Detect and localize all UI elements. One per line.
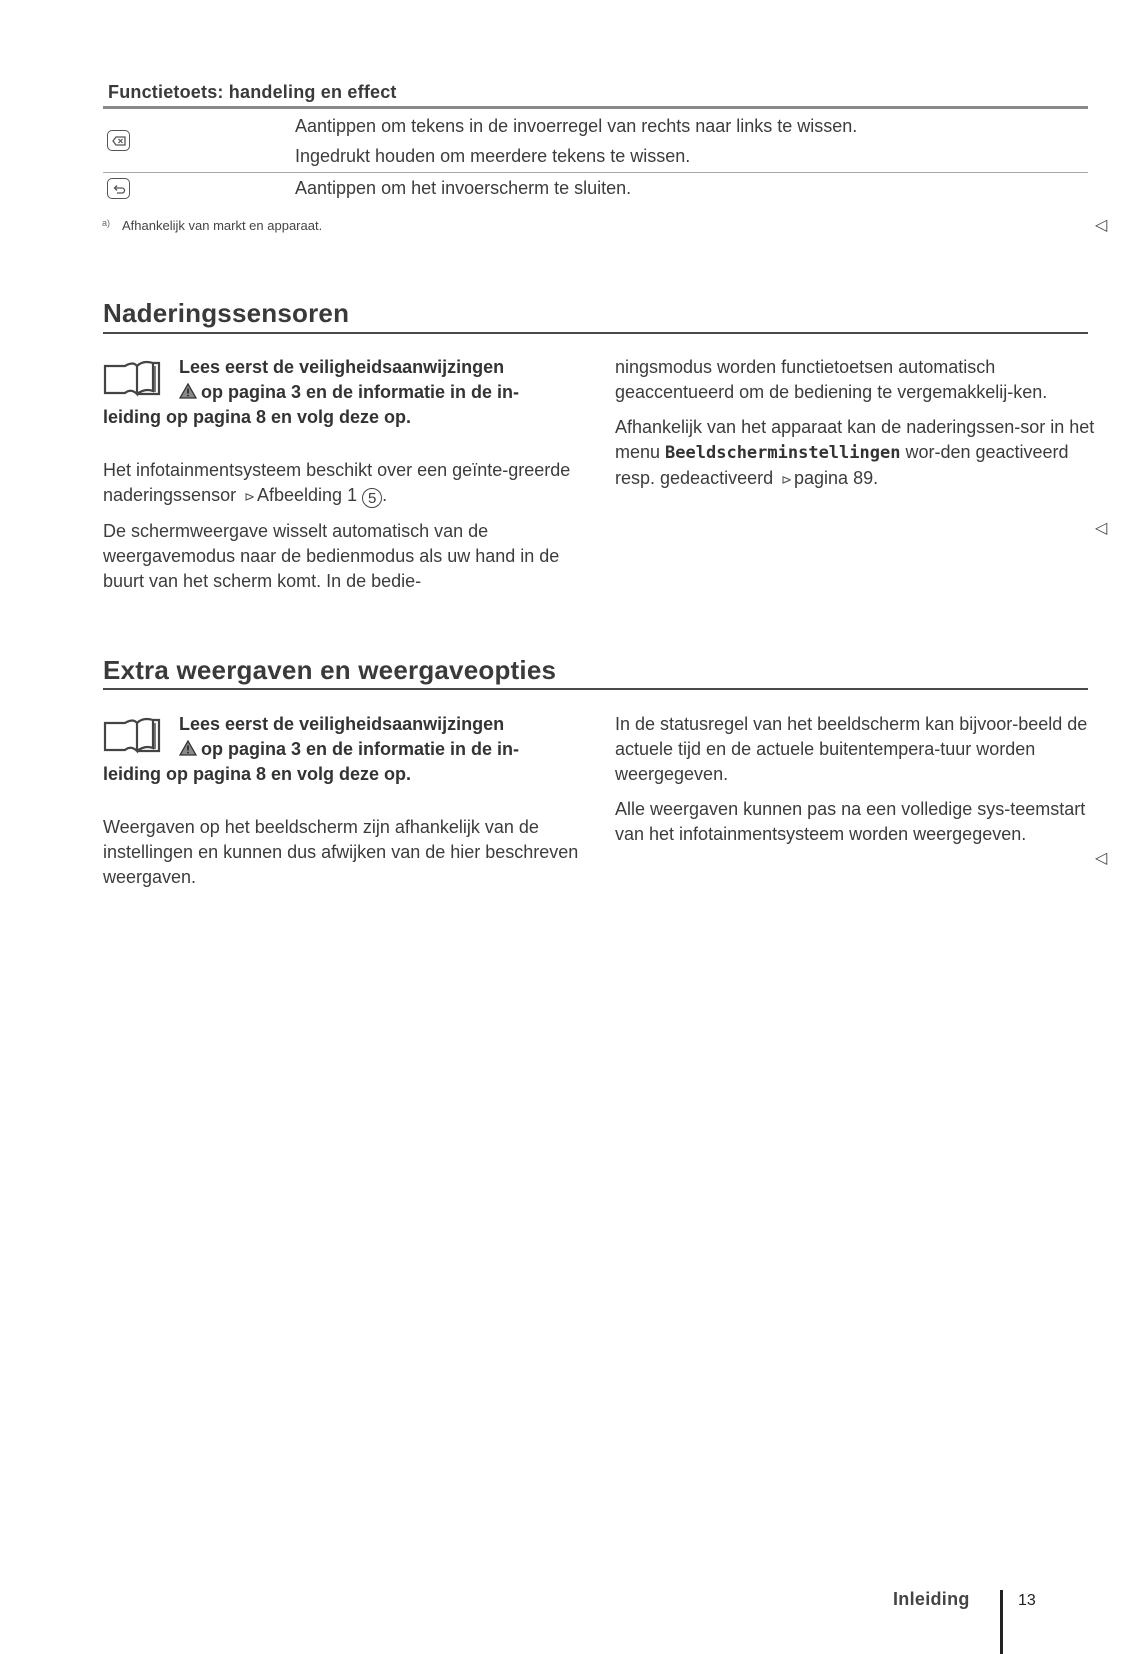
paragraph-text: Het infotainmentsysteem beschikt over een geïnte-greerde naderingssensor <box>103 460 571 505</box>
section-1-right-column <box>615 355 1095 502</box>
safety-notice-line-3: leiding op pagina 8 en volg deze op. <box>103 407 412 427</box>
warning-triangle-icon <box>179 740 197 756</box>
footer-chapter-label: Inleiding <box>893 1589 970 1609</box>
section-heading-rule <box>103 688 1088 690</box>
section-heading-rule <box>103 332 1088 334</box>
safety-notice-line-1: Lees eerst de veiligheidsaanwijzingen <box>179 714 505 734</box>
section-heading-naderingssensoren: Naderingssensoren <box>103 298 350 328</box>
section-1-left-column <box>103 355 583 604</box>
punctuation: . <box>382 485 388 505</box>
page-number: 13 <box>1018 1592 1036 1609</box>
section-end-mark-icon: ◁ <box>1095 520 1108 537</box>
paragraph: Weergaven op het beeldscherm zijn afhankelijk van de instellingen en kunnen dus afwijken van de hier beschreven weergaven. <box>103 817 579 887</box>
safety-notice <box>103 712 583 787</box>
menu-name-beeldscherminstellingen: Beeldscherminstellingen <box>665 443 901 463</box>
table-header-rule <box>103 106 1088 109</box>
safety-notice-line-2: op pagina 3 en de informatie in de in- <box>201 739 520 759</box>
safety-notice-line-3: leiding op pagina 8 en volg deze op. <box>103 764 412 784</box>
safety-notice-line-2: op pagina 3 en de informatie in de in- <box>201 382 520 402</box>
paragraph: De schermweergave wisselt automatisch van de weergavemodus naar de bedienmodus als uw hand in de buurt van het scherm komt. In de bedie- <box>103 521 560 591</box>
footnote-mark: a) <box>102 218 111 228</box>
section-heading-extra-weergaven: Extra weergaven en weergaveopties <box>103 655 557 685</box>
table-row-divider <box>103 172 1088 173</box>
paragraph: Alle weergaven kunnen pas na een volledige sys-teemstart van het infotainmentsysteem worden weergegeven. <box>615 799 1086 844</box>
section-end-mark-icon: ◁ <box>1095 217 1108 234</box>
paragraph-text: wor-den geactiveerd resp. gedeactiveerd <box>615 442 1069 488</box>
paragraph <box>103 458 583 509</box>
paragraph: ningsmodus worden functietoetsen automatisch geaccentueerd om de bediening te vergemakkelij-ken. <box>615 357 1048 402</box>
backspace-key-icon <box>107 130 130 151</box>
back-return-key-icon <box>107 178 130 199</box>
function-table-title: Functietoets: handeling en effect <box>108 82 397 102</box>
table-row-2-line-1: Aantippen om het invoerscherm te sluiten. <box>295 178 632 198</box>
safety-notice <box>103 355 583 430</box>
footnote <box>102 218 322 233</box>
figure-reference-link[interactable]: Afbeelding 1 <box>257 485 358 505</box>
warning-triangle-icon <box>179 383 197 399</box>
paragraph-text: Afhankelijk van het apparaat kan de naderingssen-sor in het menu <box>615 417 1095 462</box>
book-icon <box>103 358 167 398</box>
book-icon <box>103 715 167 755</box>
safety-notice-line-1: Lees eerst de veiligheidsaanwijzingen <box>179 357 505 377</box>
table-row-1-line-1: Aantippen om tekens in de invoerregel van rechts naar links te wissen. <box>295 116 858 136</box>
footnote-text: Afhankelijk van markt en apparaat. <box>122 218 323 233</box>
paragraph <box>615 415 1095 492</box>
paragraph: In de statusregel van het beeldscherm kan bijvoor-beeld de actuele tijd en de actuele buitentempera-tuur worden weergegeven. <box>615 714 1088 784</box>
section-2-left-column <box>103 712 583 900</box>
cross-reference-arrow-icon: ⊳ <box>244 489 255 504</box>
callout-number: 5 <box>362 488 382 508</box>
table-row-1-line-2: Ingedrukt houden om meerdere tekens te wissen. <box>295 146 691 166</box>
section-end-mark-icon: ◁ <box>1095 850 1108 867</box>
section-2-right-column <box>615 712 1095 857</box>
page-reference-link[interactable]: pagina 89. <box>794 468 879 488</box>
cross-reference-arrow-icon: ⊳ <box>781 472 793 487</box>
footer-divider <box>1000 1590 1003 1654</box>
